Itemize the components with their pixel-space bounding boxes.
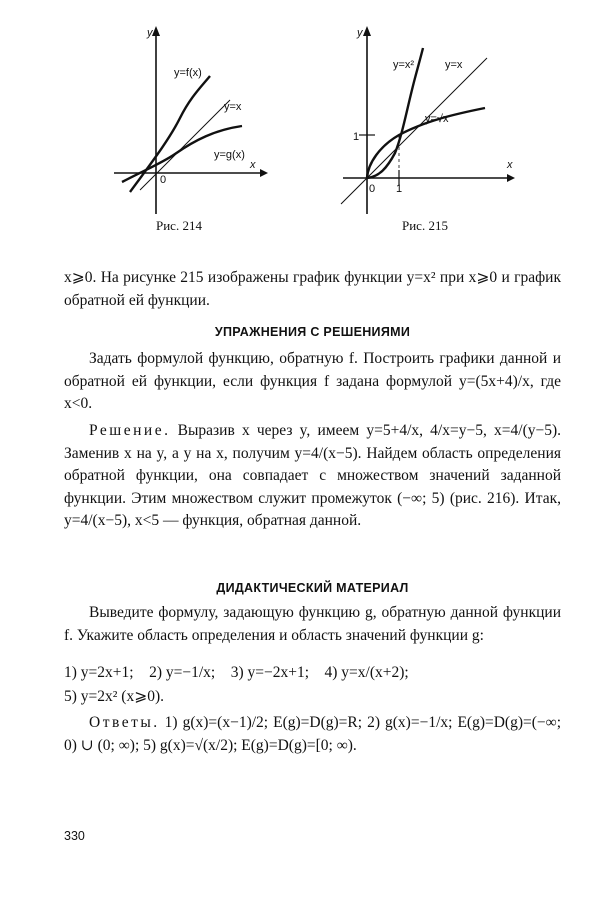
label-identity: y=x xyxy=(445,59,463,71)
task-paragraph: Задать формулой функцию, обратную f. Построить графики данной и обратной ей функции, если функция f задана формулой y=(5x+4)/x, где x<0. xyxy=(64,350,561,412)
figure-214 xyxy=(100,18,270,218)
axis-x-label: x xyxy=(250,159,256,171)
intro-paragraph: x⩾0. На рисунке 215 изображены график функции y=x² при x⩾0 и график обратной ей функции. xyxy=(64,269,561,309)
label-x-squared: y=x² xyxy=(393,59,415,71)
label-sqrt: y=√x xyxy=(425,113,449,125)
label-g: y=g(x) xyxy=(214,149,245,161)
heading-didactic-material: ДИДАКТИЧЕСКИЙ МАТЕРИАЛ xyxy=(216,581,409,595)
figure-215-graph xyxy=(335,18,525,218)
heading-exercises-with-solutions: УПРАЖНЕНИЯ С РЕШЕНИЯМИ xyxy=(214,325,411,339)
x-axis-arrow xyxy=(260,169,268,177)
origin-label: 0 xyxy=(160,174,167,186)
exercise-paragraph: Выведите формулу, задающую функцию g, обратную данной функции f. Укажите область определения и область значений функции g: xyxy=(64,604,561,644)
axis-y-label: y xyxy=(147,27,153,39)
identity-line xyxy=(140,100,230,190)
curve-f xyxy=(130,76,210,192)
label-identity: y=x xyxy=(224,101,242,113)
figure-215 xyxy=(335,18,525,218)
tick-x-label: 1 xyxy=(396,183,403,195)
answers-text: 1) g(x)=(x−1)/2; E(g)=D(g)=R; 2) g(x)=−1/x; E(g)=D(g)=(−∞; 0) ∪ (0; ∞); 5) g(x)=√(x/2); E(g)=D(g)=[0; ∞). xyxy=(64,714,561,754)
exercise-items-line2: 5) y=2x² (x⩾0). xyxy=(64,688,164,705)
answers-label: Ответы. xyxy=(89,714,160,731)
y-axis-arrow xyxy=(152,26,160,36)
solution-paragraph xyxy=(64,420,561,533)
solution-text: Выразив x через y, имеем y=5+4/x, 4/x=y−5, x=4/(y−5). Заменив x на y, а y на x, получим y=4/(x−5). Найдем область определения обратной функции, она совпадает с множеством значений заданной функции. Этим множеством служит промежуток (−∞; 5) (рис. 216). Итак, y=4/(x−5), x<5 — функция, обратная данной. xyxy=(64,422,562,529)
label-f: y=f(x) xyxy=(174,67,202,79)
y-axis-arrow xyxy=(363,26,371,36)
origin-label: 0 xyxy=(369,183,376,195)
axis-x-label: x xyxy=(507,159,513,171)
tick-y-label: 1 xyxy=(353,131,360,143)
figure-215-caption: Рис. 215 xyxy=(402,218,448,233)
axis-y-label: y xyxy=(357,27,363,39)
answers-paragraph xyxy=(64,712,561,757)
figure-214-caption: Рис. 214 xyxy=(156,218,202,233)
page-number: 330 xyxy=(64,829,85,843)
x-axis-arrow xyxy=(507,174,515,182)
figure-214-graph xyxy=(100,18,270,218)
exercise-items-line1: 1) y=2x+1; 2) y=−1/x; 3) y=−2x+1; 4) y=x/(x+2); xyxy=(64,664,409,681)
solution-label: Решение. xyxy=(89,422,171,439)
